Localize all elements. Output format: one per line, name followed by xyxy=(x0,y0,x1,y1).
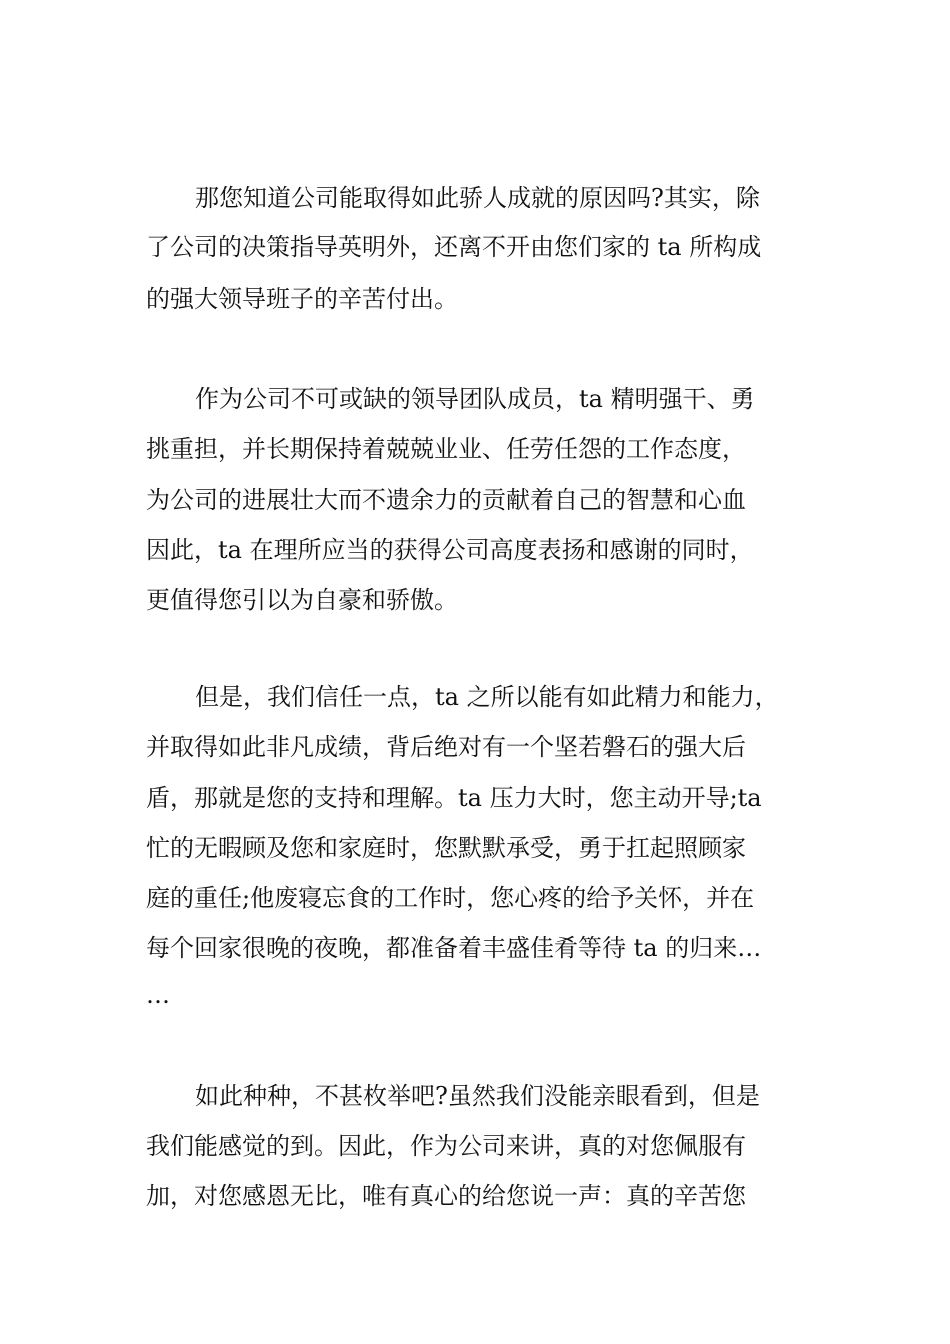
paragraph-3-line-5: 庭的重任;他废寝忘食的工作时，您心疼的给予关怀，并在 xyxy=(146,884,755,912)
paragraph-3-line-2: 并取得如此非凡成绩，背后绝对有一个坚若磐石的强大后 xyxy=(146,733,746,761)
paragraph-3-line-7: … xyxy=(146,981,170,1009)
paragraph-4-line-2: 我们能感觉的到。因此，作为公司来讲，真的对您佩服有 xyxy=(146,1132,746,1160)
paragraph-1-line-2: 了公司的决策指导英明外，还离不开由您们家的 ta 所构成 xyxy=(146,233,762,261)
paragraph-4-line-1: 如此种种，不甚枚举吧?虽然我们没能亲眼看到，但是 xyxy=(195,1082,760,1110)
paragraph-3-line-6: 每个回家很晚的夜晚，都准备着丰盛佳肴等待 ta 的归来… xyxy=(146,934,762,962)
paragraph-3-line-1: 但是，我们信任一点，ta 之所以能有如此精力和能力， xyxy=(195,683,779,711)
paragraph-1-line-3: 的强大领导班子的辛苦付出。 xyxy=(146,285,458,313)
paragraph-4-line-3: 加，对您感恩无比，唯有真心的给您说一声：真的辛苦您 xyxy=(146,1182,746,1210)
paragraph-2-line-1: 作为公司不可或缺的领导团队成员，ta 精明强干、勇 xyxy=(195,385,755,413)
paragraph-2-line-4: 因此，ta 在理所应当的获得公司高度表扬和感谢的同时， xyxy=(146,536,754,564)
paragraph-3-line-3: 盾，那就是您的支持和理解。ta 压力大时，您主动开导;ta xyxy=(146,784,762,812)
paragraph-2-line-2: 挑重担，并长期保持着兢兢业业、任劳任怨的工作态度， xyxy=(146,435,746,463)
paragraph-2-line-3: 为公司的进展壮大而不遗余力的贡献着自己的智慧和心血 xyxy=(146,486,746,514)
paragraph-3-line-4: 忙的无暇顾及您和家庭时，您默默承受，勇于扛起照顾家 xyxy=(146,834,746,862)
paragraph-2-line-5: 更值得您引以为自豪和骄傲。 xyxy=(146,586,458,614)
paragraph-1-line-1: 那您知道公司能取得如此骄人成就的原因吗?其实，除 xyxy=(195,184,760,212)
